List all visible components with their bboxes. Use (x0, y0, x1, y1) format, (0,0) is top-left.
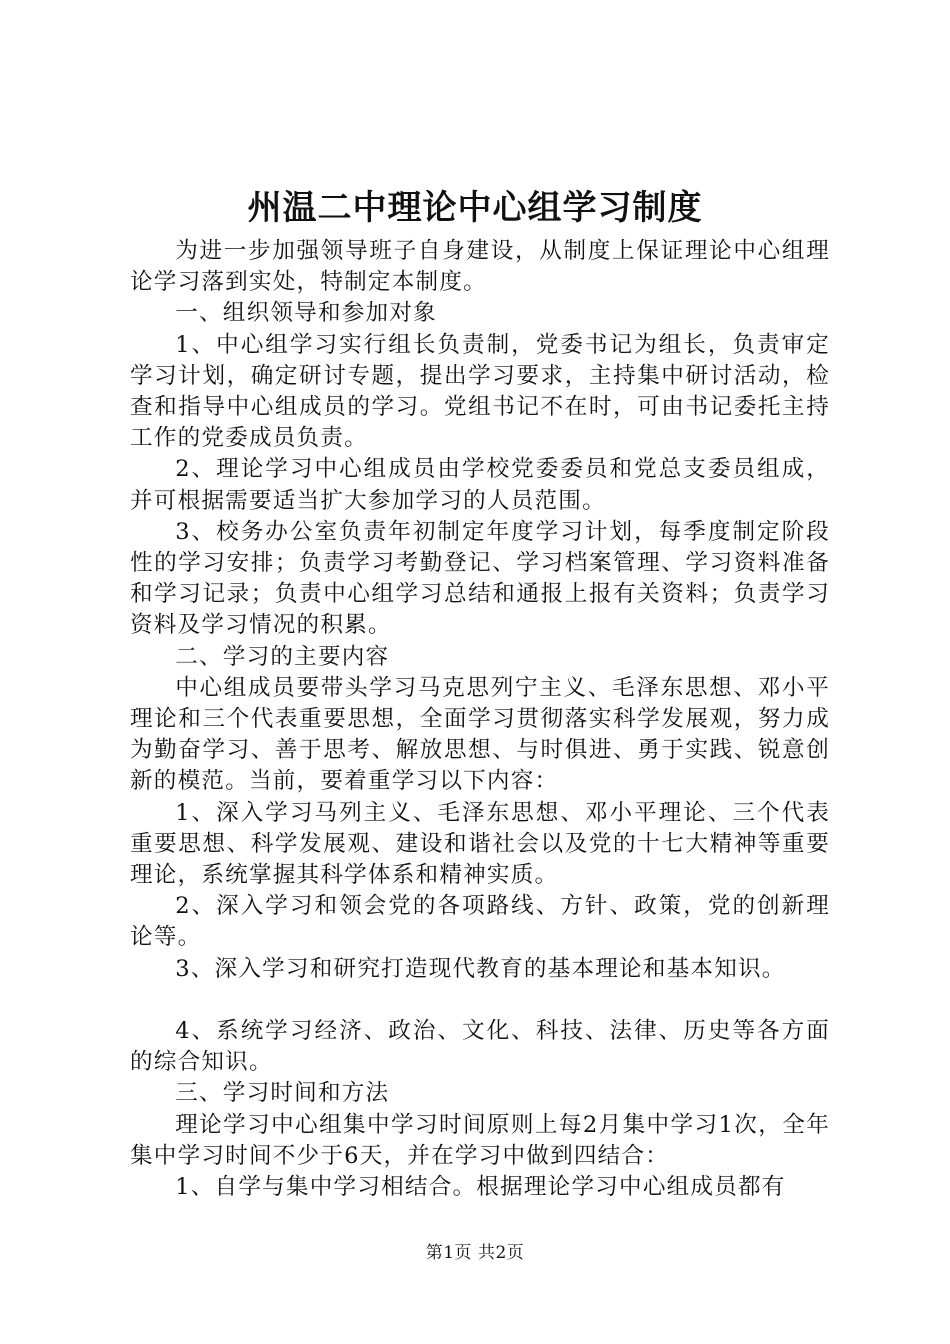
paragraph: 3、深入学习和研究打造现代教育的基本理论和基本知识。 (175, 955, 786, 982)
paragraph: 1、自学与集中学习相结合。根据理论学习中心组成员都有 (175, 1174, 786, 1201)
paragraph: 1、深入学习马列主义、毛泽东思想、邓小平理论、三个代表重要思想、科学发展观、建设和谐社会以及党的十七大精神等重要理论，系统掌握其科学体系和精神实质。 (130, 799, 830, 889)
paragraph: 4、系统学习经济、政治、文化、科技、法律、历史等各方面的综合知识。 (130, 1018, 830, 1076)
page-number-footer: 第1页 共2页 (425, 1243, 525, 1263)
paragraph: 3、校务办公室负责年初制定年度学习计划，每季度制定阶段性的学习安排；负责学习考勤登记、学习档案管理、学习资料准备和学习记录；负责中心组学习总结和通报上报有关资料；负责学习资料及学习情况的积累。 (130, 518, 830, 639)
section-heading-3: 三、学习时间和方法 (175, 1080, 390, 1107)
section-heading-1: 一、组织领导和参加对象 (175, 300, 437, 327)
paragraph: 2、深入学习和领会党的各项路线、方针、政策，党的创新理论等。 (130, 893, 830, 951)
paragraph: 2、理论学习中心组成员由学校党委委员和党总支委员组成，并可根据需要适当扩大参加学习的人员范围。 (130, 456, 830, 514)
document-body (130, 236, 830, 1203)
intro-paragraph: 为进一步加强领导班子自身建设，从制度上保证理论中心组理论学习落到实处，特制定本制度。 (130, 238, 830, 296)
section-heading-2: 二、学习的主要内容 (175, 643, 390, 670)
paragraph: 1、中心组学习实行组长负责制，党委书记为组长，负责审定学习计划，确定研讨专题，提出学习要求，主持集中研讨活动，检查和指导中心组成员的学习。党组书记不在时，可由书记委托主持工作的党委成员负责。 (130, 331, 830, 452)
document-title: 州温二中理论中心组学习制度 (247, 188, 703, 228)
paragraph: 中心组成员要带头学习马克思列宁主义、毛泽东思想、邓小平理论和三个代表重要思想，全面学习贯彻落实科学发展观，努力成为勤奋学习、善于思考、解放思想、与时俱进、勇于实践、锐意创新的模范。当前，要着重学习以下内容： (130, 674, 830, 795)
paragraph: 理论学习中心组集中学习时间原则上每2月集中学习1次，全年集中学习时间不少于6天，并在学习中做到四结合： (130, 1111, 830, 1169)
